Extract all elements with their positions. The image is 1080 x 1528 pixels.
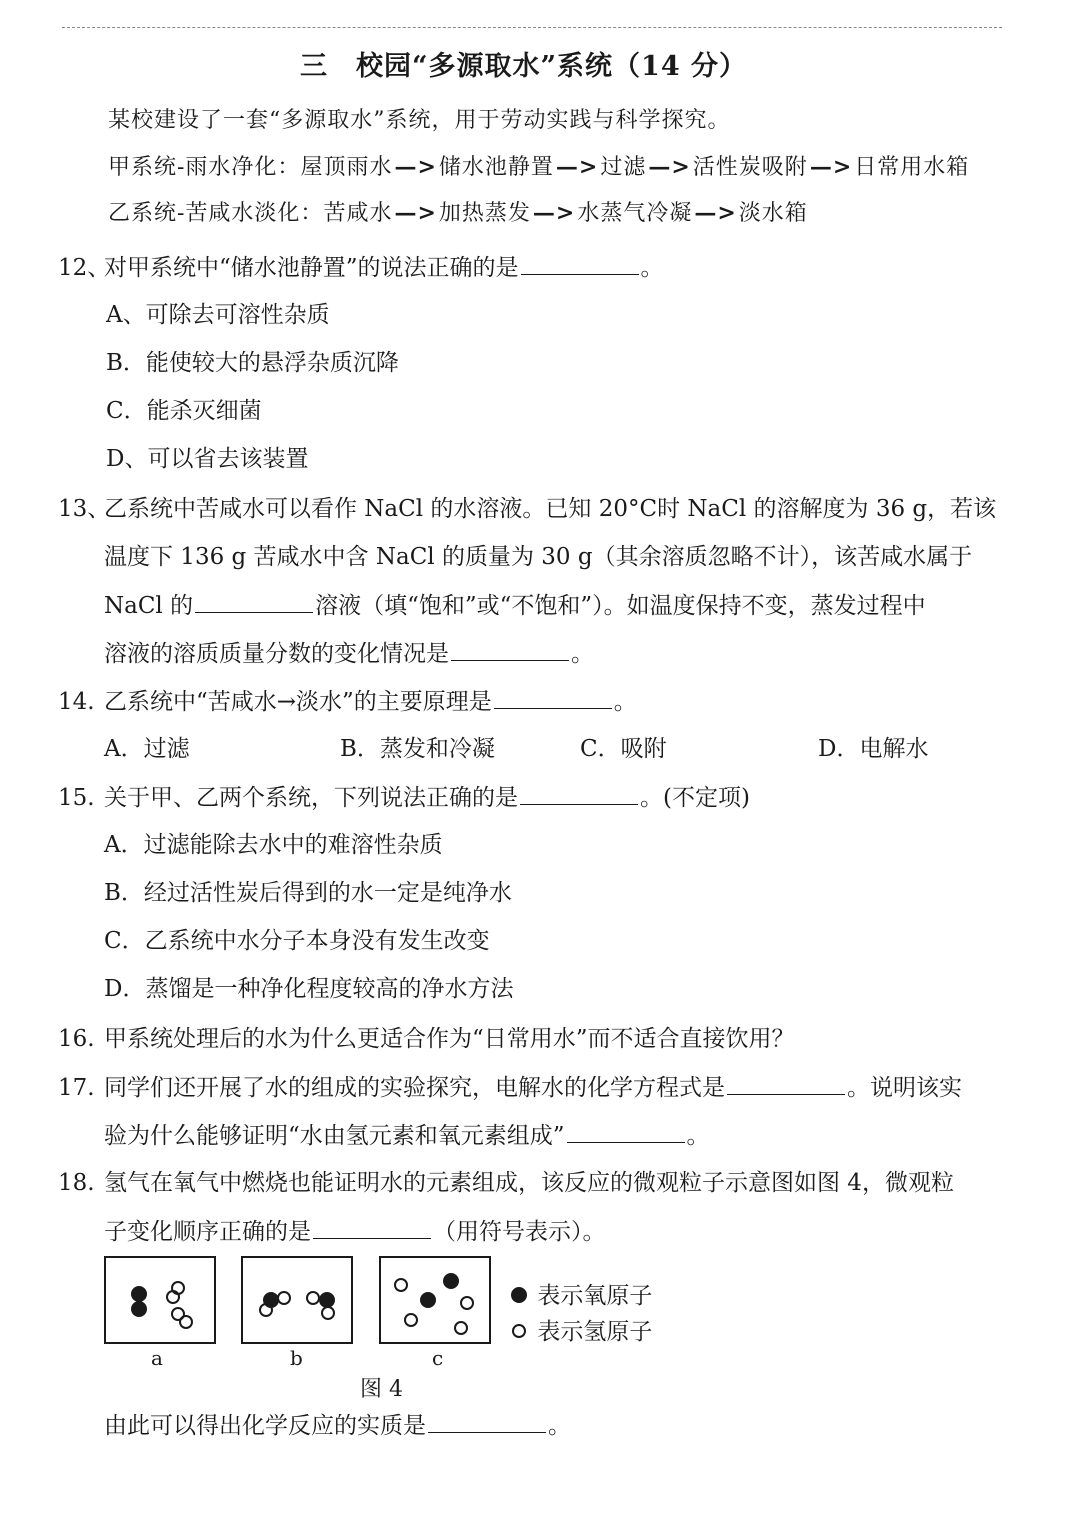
figure-panel-b (241, 1256, 353, 1344)
question-17-line-2 (104, 1120, 710, 1151)
question-17-line-1 (58, 1072, 962, 1103)
question-number: 12、 (58, 255, 111, 281)
panel-c-label: c (432, 1346, 444, 1370)
oxygen-atom (131, 1286, 147, 1302)
question-number: 13、 (58, 496, 111, 522)
system-a-label: 甲系统-雨水净化： (108, 155, 301, 180)
question-end: 。 (613, 689, 637, 715)
question-text: 关于甲、乙两个系统，下列说法正确的是 (104, 785, 518, 811)
question-18-final (104, 1410, 571, 1441)
section-intro: 某校建设了一套“多源取水”系统，用于劳动实践与科学探究。 (108, 108, 731, 133)
figure-panel-a (104, 1256, 216, 1344)
question-text: 溶液的溶质质量分数的变化情况是 (104, 641, 449, 667)
q14-option-a: A．过滤 (104, 736, 190, 762)
question-13-line-2: 温度下 136 g 苦咸水中含 NaCl 的质量为 30 g（其余溶质忽略不计），该苦咸水属于 (104, 544, 973, 570)
q15-option-c: C．乙系统中水分子本身没有发生改变 (104, 928, 490, 954)
flow-arrow: —> (394, 200, 437, 226)
hydrogen-atom (405, 1314, 417, 1326)
answer-blank-17b[interactable] (567, 1120, 685, 1143)
answer-blank-18b[interactable] (428, 1410, 546, 1433)
hydrogen-atom (180, 1316, 192, 1328)
question-text: 溶液（填“饱和”或“不饱和”）。如温度保持不变，蒸发过程中 (315, 593, 926, 619)
answer-blank-12[interactable] (521, 252, 639, 275)
flow-arrow: —> (648, 154, 691, 180)
flow-step: 淡水箱 (738, 201, 808, 226)
question-number: 16. (58, 1026, 95, 1052)
panel-b-particles (243, 1258, 351, 1342)
question-text: 乙系统中苦咸水可以看作 NaCl 的水溶液。已知 20°C时 NaCl 的溶解度为 36 g，若该 (104, 496, 997, 522)
question-end: 。 (686, 1123, 710, 1149)
question-text: 。说明该实 (847, 1075, 962, 1101)
question-text: 乙系统中“苦咸水→淡水”的主要原理是 (104, 689, 492, 715)
q15-option-d: D．蒸馏是一种净化程度较高的净水方法 (104, 976, 514, 1002)
q15-option-b: B．经过活性炭后得到的水一定是纯净水 (104, 880, 512, 906)
question-end: 。(不定项) (640, 785, 750, 811)
flow-step: 日常用水箱 (854, 155, 970, 180)
answer-blank-14[interactable] (494, 686, 612, 709)
figure-panel-c (379, 1256, 491, 1344)
q12-option-b: B．能使较大的悬浮杂质沉降 (106, 350, 399, 376)
flow-step: 苦咸水 (323, 201, 393, 226)
section-title: 三 校园“多源取水”系统（14 分） (300, 51, 748, 82)
flow-step: 活性炭吸附 (692, 155, 808, 180)
q14-option-b: B．蒸发和冷凝 (340, 736, 495, 762)
system-a-flow (108, 152, 969, 183)
answer-blank-15[interactable] (520, 782, 638, 805)
system-b-label: 乙系统-苦咸水淡化： (108, 201, 324, 226)
answer-blank-13b[interactable] (451, 638, 569, 661)
answer-blank-18a[interactable] (313, 1216, 431, 1239)
hydrogen-atom (455, 1322, 467, 1334)
flow-step: 加热蒸发 (438, 201, 531, 226)
question-14 (58, 686, 637, 717)
question-text: 对甲系统中“储水池静置”的说法正确的是 (104, 255, 519, 281)
question-number: 17. (58, 1075, 95, 1101)
flow-step: 过滤 (600, 155, 647, 180)
question-13-line-3 (104, 590, 926, 621)
oxygen-atom (443, 1273, 459, 1289)
legend-oxygen (508, 1277, 652, 1310)
question-text: 甲系统处理后的水为什么更适合作为“日常用水”而不适合直接饮用？ (104, 1026, 795, 1052)
question-text: 由此可以得出化学反应的实质是 (104, 1413, 426, 1439)
question-13-line-1 (58, 494, 996, 524)
question-text: 验为什么能够证明“水由氢元素和氧元素组成” (104, 1123, 565, 1149)
oxygen-atom (131, 1301, 147, 1317)
flow-arrow: —> (809, 154, 853, 180)
oxygen-atom-icon (508, 1284, 530, 1306)
system-b-flow (108, 198, 808, 229)
question-text: 同学们还开展了水的组成的实验探究，电解水的化学方程式是 (104, 1075, 725, 1101)
q12-option-a: A、可除去可溶性杂质 (106, 302, 330, 328)
question-13-line-4 (104, 638, 594, 669)
question-text: NaCl 的 (104, 593, 194, 619)
question-18-line-1 (58, 1168, 954, 1198)
question-end: 。 (548, 1413, 571, 1439)
question-16 (58, 1024, 795, 1054)
question-number: 14. (58, 689, 95, 715)
question-15 (58, 782, 750, 813)
oxygen-atom (319, 1292, 335, 1308)
flow-arrow: —> (694, 200, 737, 226)
oxygen-atom (420, 1292, 436, 1308)
question-18-line-2 (104, 1216, 606, 1247)
question-text: 氢气在氧气中燃烧也能证明水的元素组成，该反应的微观粒子示意图如图 4，微观粒 (104, 1170, 954, 1196)
hydrogen-atom (307, 1292, 319, 1304)
answer-blank-17a[interactable] (727, 1072, 845, 1095)
legend-hydrogen-text: 表示氢原子 (537, 1319, 653, 1345)
flow-step: 储水池静置 (438, 155, 554, 180)
question-end: 。 (571, 641, 594, 667)
question-number: 15. (58, 785, 95, 811)
flow-arrow: —> (555, 154, 599, 180)
q12-option-c: C．能杀灭细菌 (106, 398, 262, 424)
question-12 (58, 252, 664, 283)
flow-arrow: —> (394, 154, 437, 180)
flow-step: 水蒸气冷凝 (577, 201, 693, 226)
flow-arrow: —> (532, 200, 576, 226)
page-top-divider (62, 27, 1002, 28)
hydrogen-atom (278, 1292, 290, 1304)
panel-a-particles (106, 1258, 214, 1342)
q12-option-d: D、可以省去该装置 (106, 446, 309, 472)
figure-caption: 图 4 (360, 1377, 403, 1402)
hydrogen-atom (461, 1297, 473, 1309)
hydrogen-atom (322, 1307, 334, 1319)
answer-blank-13a[interactable] (195, 590, 313, 613)
hydrogen-atom (395, 1279, 407, 1291)
q14-option-c: C．吸附 (580, 736, 667, 762)
legend-oxygen-text: 表示氧原子 (537, 1283, 653, 1309)
q14-option-d: D．电解水 (818, 736, 929, 762)
panel-b-label: b (290, 1346, 303, 1370)
panel-a-label: a (151, 1346, 163, 1370)
question-number: 18. (58, 1170, 95, 1196)
flow-step: 屋顶雨水 (300, 155, 393, 180)
question-text: 子变化顺序正确的是 (104, 1219, 311, 1245)
legend-hydrogen (508, 1313, 652, 1346)
panel-c-particles (381, 1258, 489, 1342)
question-end: 。 (640, 255, 664, 281)
hydrogen-atom-icon (508, 1320, 530, 1342)
q15-option-a: A．过滤能除去水中的难溶性杂质 (104, 832, 443, 858)
question-text: （用符号表示）。 (433, 1219, 606, 1245)
